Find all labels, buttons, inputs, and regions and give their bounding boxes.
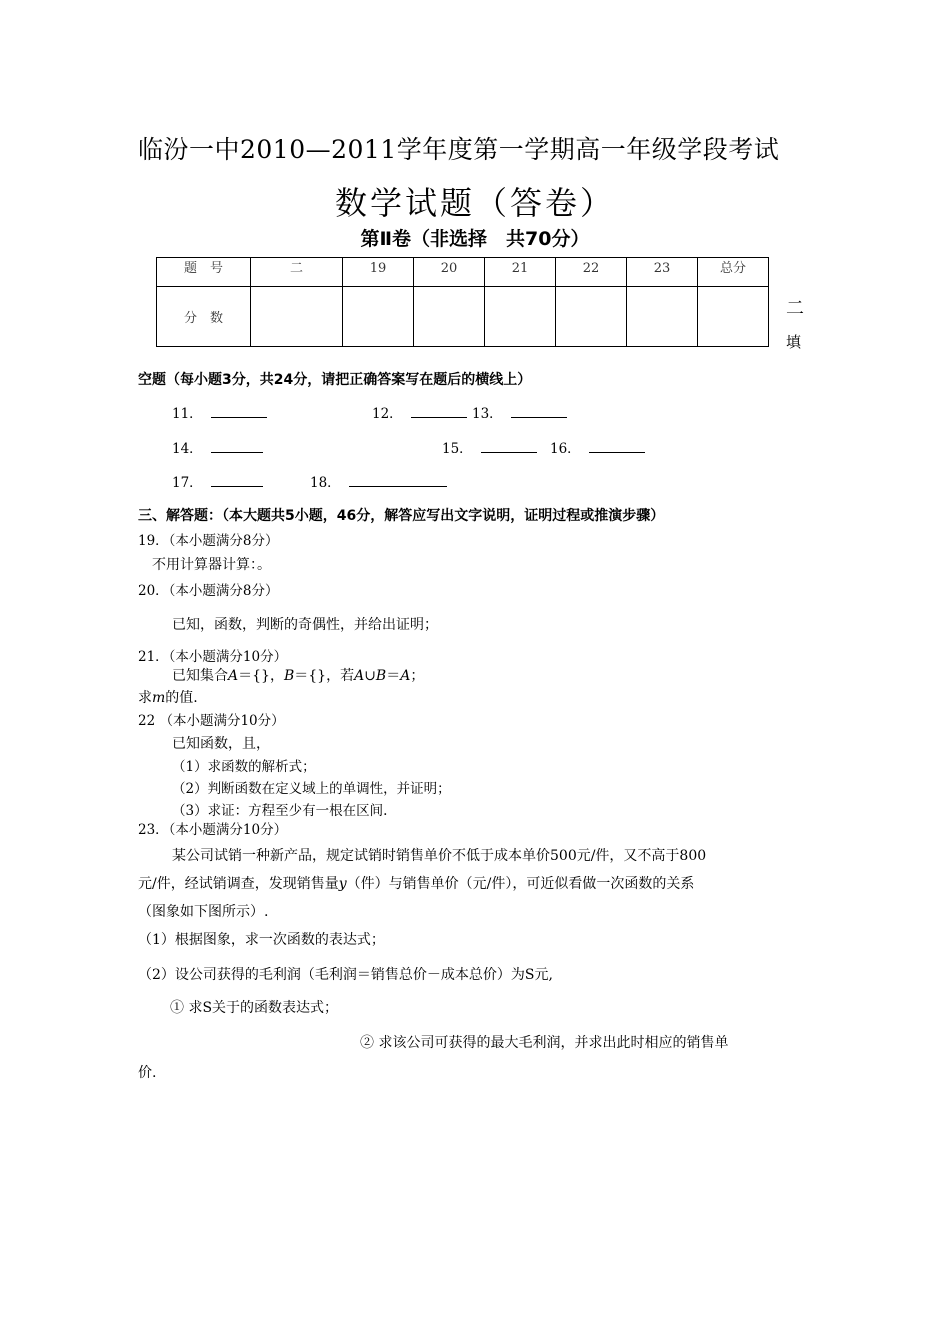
- answer-line[interactable]: [211, 438, 263, 453]
- q22-part-1: （1）求函数的解析式；: [172, 759, 316, 775]
- set-b: B: [283, 668, 295, 684]
- var-m: m: [152, 690, 166, 706]
- score-row-label: 分 数: [157, 287, 251, 347]
- q23-sub-2-end: 价.: [138, 1065, 157, 1081]
- blank-label: 13．: [472, 406, 503, 422]
- q21-text: 求: [138, 690, 152, 706]
- q23-para2: [138, 873, 694, 893]
- page-subtitle: 第Ⅱ卷（非选择 共70分）: [360, 228, 590, 250]
- score-input-cell[interactable]: [251, 287, 343, 347]
- set-a: A: [228, 668, 239, 684]
- blank-label: 12．: [372, 406, 403, 422]
- side-text-er: 二: [786, 298, 804, 319]
- score-table: [156, 257, 769, 347]
- blank-label: 16．: [550, 441, 581, 457]
- blank-item-15[interactable]: [442, 437, 537, 457]
- blank-item-11[interactable]: [172, 402, 267, 422]
- score-header-cell: 22: [556, 258, 627, 287]
- q23-sub-2: ② 求该公司可获得的最大毛利润，并求出此时相应的销售单: [360, 1035, 729, 1051]
- score-header-cell: 题 号: [157, 258, 251, 287]
- q22-intro: 已知函数，且，: [172, 736, 270, 752]
- score-input-cell[interactable]: [343, 287, 414, 347]
- blank-item-17[interactable]: [172, 471, 263, 491]
- score-input-cell[interactable]: [556, 287, 627, 347]
- score-header-cell: 20: [414, 258, 485, 287]
- score-input-cell[interactable]: [627, 287, 698, 347]
- var-y: y: [338, 876, 347, 892]
- q23-para1: 某公司试销一种新产品，规定试销时销售单价不低于成本单价500元/件，又不高于800: [172, 848, 707, 864]
- answer-line[interactable]: [211, 403, 267, 418]
- q21-text: ＝: [386, 668, 401, 684]
- q19-label: 19．（本小题满分8分）: [138, 533, 279, 549]
- score-table-header-row: [157, 258, 769, 287]
- q23-part-2: （2）设公司获得的毛利润（毛利润＝销售总价－成本总价）为S元,: [138, 967, 553, 983]
- q22-label: 22 （本小题满分10分）: [138, 713, 285, 729]
- blank-item-16[interactable]: [550, 437, 645, 457]
- set-a: A: [400, 668, 411, 684]
- q22-part-3: （3）求证：方程至少有一根在区间.: [172, 803, 388, 819]
- score-header-cell: 二: [251, 258, 343, 287]
- answer-line[interactable]: [589, 438, 645, 453]
- score-table-score-row: [157, 287, 769, 347]
- q19-text: 不用计算器计算：。: [152, 557, 271, 573]
- q23-part-1: （1）根据图象，求一次函数的表达式；: [138, 932, 385, 948]
- q21-text: 已知集合: [172, 668, 228, 684]
- q22-part-2: （2）判断函数在定义域上的单调性，并证明；: [172, 781, 451, 797]
- q21-line1: [172, 665, 424, 685]
- q23-label: 23．（本小题满分10分）: [138, 822, 288, 838]
- q23-text: （件）与销售单价（元/件），可近似看做一次函数的关系: [346, 876, 695, 892]
- blank-item-14[interactable]: [172, 437, 263, 457]
- section2-heading: 空题（每小题3分，共24分，请把正确答案写在题后的横线上）: [138, 372, 532, 388]
- score-header-cell: 21: [485, 258, 556, 287]
- blank-label: 18．: [310, 475, 341, 491]
- q21-text: ＝{}，若: [294, 668, 355, 684]
- answer-line[interactable]: [481, 438, 537, 453]
- answer-line[interactable]: [349, 472, 447, 487]
- q23-sub-1: ① 求S关于的函数表达式；: [170, 1000, 339, 1016]
- q20-text: 已知，函数，判断的奇偶性，并给出证明；: [172, 617, 438, 633]
- page-title: 数学试题（答卷）: [334, 184, 615, 222]
- answer-line[interactable]: [211, 472, 263, 487]
- score-header-cell: 23: [627, 258, 698, 287]
- q23-text: 元/件，经试销调查，发现销售量: [138, 876, 339, 892]
- score-input-cell[interactable]: [414, 287, 485, 347]
- q21-line2: [138, 687, 198, 707]
- section3-heading: 三、解答题：（本大题共5小题，46分，解答应写出文字说明，证明过程或推演步骤）: [138, 508, 665, 524]
- q21-label: 21．（本小题满分10分）: [138, 649, 288, 665]
- blank-item-12[interactable]: [372, 402, 467, 422]
- side-text-tian: 填: [786, 333, 802, 351]
- q21-text: ＝{}，: [238, 668, 284, 684]
- union-expr: A∪B: [354, 668, 387, 684]
- answer-line[interactable]: [511, 403, 567, 418]
- blank-label: 15．: [442, 441, 473, 457]
- score-header-cell: 总分: [698, 258, 769, 287]
- score-input-cell[interactable]: [698, 287, 769, 347]
- q21-text: ；: [410, 668, 425, 684]
- blank-item-18[interactable]: [310, 471, 447, 491]
- score-input-cell[interactable]: [485, 287, 556, 347]
- blank-item-13[interactable]: [472, 402, 567, 422]
- score-header-cell: 19: [343, 258, 414, 287]
- q21-text: 的值.: [165, 690, 198, 706]
- q20-label: 20．（本小题满分8分）: [138, 583, 279, 599]
- q23-para3: （图象如下图所示）.: [138, 904, 269, 920]
- school-exam-line: 临汾一中2010—2011学年度第一学期高一年级学段考试: [138, 135, 780, 164]
- blank-label: 14．: [172, 441, 203, 457]
- blank-label: 11．: [172, 406, 203, 422]
- blank-label: 17．: [172, 475, 203, 491]
- answer-line[interactable]: [411, 403, 467, 418]
